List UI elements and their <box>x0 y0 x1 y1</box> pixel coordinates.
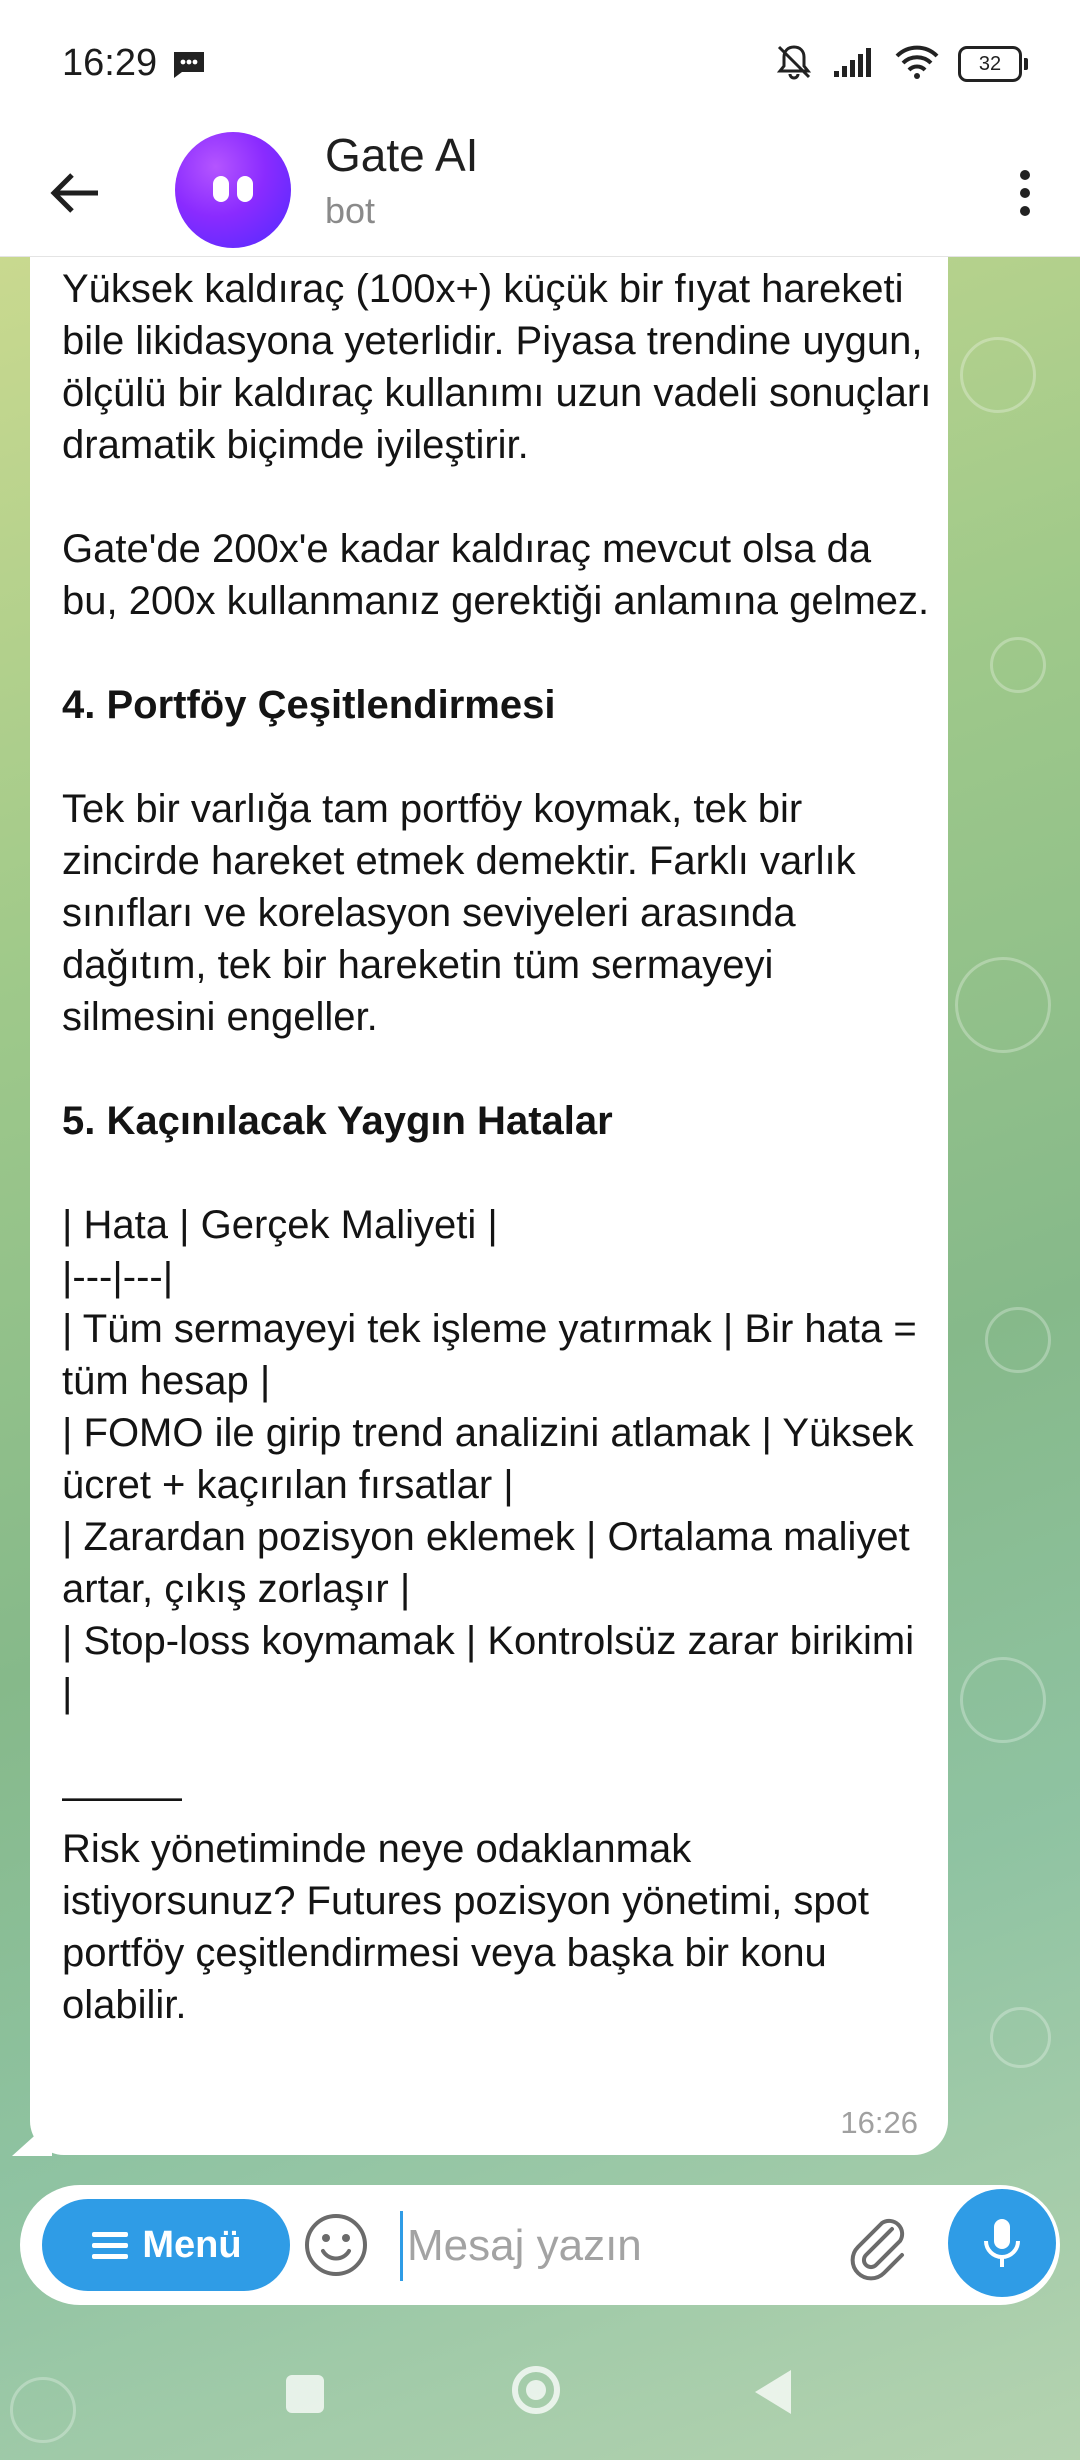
chat-header <box>0 128 1080 257</box>
chat-subtitle: bot <box>325 190 376 231</box>
message-paragraph: | Tüm sermayeyi tek işleme yatırmak | Bir hata = tüm hesap | <box>62 1307 928 1403</box>
hamburger-icon <box>90 2228 130 2262</box>
back-triangle-button[interactable] <box>755 2370 791 2414</box>
message-paragraph: | Hata | Gerçek Maliyeti | <box>62 1203 498 1247</box>
mute-bell-icon <box>774 42 814 87</box>
menu-button[interactable] <box>42 2199 290 2291</box>
message-paragraph: Yüksek kaldıraç (100x+) küçük bir fıyat hareketi bile likidasyona yeterlidir. Piyasa trendine uygun, ölçülü bir kaldıraç kullanımı uzun vadeli sonuçları dramatik biçimde iyileştirir. <box>62 267 943 467</box>
message-paragraph: Tek bir varlığa tam portföy koymak, tek bir zincirde hareket etmek demektir. Farklı varlık sınıfları ve korelasyon seviyeleri arasında dağıtım, tek bir hareketin tüm sermayeyi silmesini engeller. <box>62 787 867 1039</box>
back-arrow-icon[interactable] <box>40 158 110 228</box>
microphone-button[interactable] <box>948 2189 1056 2297</box>
message-input-bar <box>20 2185 1060 2305</box>
message-time: 16:26 <box>840 2105 918 2140</box>
paragraph-gap <box>62 1719 932 1771</box>
more-options-icon[interactable] <box>990 152 1060 232</box>
wifi-icon <box>894 44 940 85</box>
message-paragraph: | Zarardan pozisyon eklemek | Ortalama maliyet artar, çıkış zorlaşır | <box>62 1515 921 1611</box>
paragraph-gap <box>62 1147 932 1199</box>
chat-title[interactable]: Gate AI <box>325 129 479 181</box>
signal-icon <box>832 45 876 84</box>
recents-button[interactable] <box>286 2375 324 2413</box>
battery-indicator: 32 <box>958 46 1022 82</box>
message-paragraph: Gate'de 200x'e kadar kaldıraç mevcut olsa da bu, 200x kullanmanız gerektiği anlamına gelmez. <box>62 527 930 623</box>
message-paragraph: |---|---| <box>62 1255 174 1299</box>
microphone-icon <box>978 2215 1026 2271</box>
message-heading: 4. Portföy Çeşitlendirmesi <box>62 683 556 727</box>
message-paragraph: Risk yönetiminde neye odaklanmak istiyorsunuz? Futures pozisyon yönetimi, spot portföy çeşitlendirmesi veya başka bir konu olabilir. <box>62 1827 881 2027</box>
paragraph-gap <box>62 627 932 679</box>
menu-button-label: Menü <box>142 2223 242 2266</box>
system-nav-bar <box>0 2330 1080 2460</box>
home-button[interactable] <box>512 2366 560 2414</box>
paragraph-gap <box>62 471 932 523</box>
bot-avatar[interactable] <box>175 132 291 248</box>
message-input[interactable] <box>400 2211 829 2281</box>
avatar-eye-right <box>237 176 253 202</box>
message-heading: 5. Kaçınılacak Yaygın Hatalar <box>62 1099 613 1143</box>
message-paragraph: ——— <box>62 1775 182 1819</box>
paragraph-gap <box>62 731 932 783</box>
message-paragraph: | FOMO ile girip trend analizini atlamak | Yüksek ücret + kaçırılan fırsatlar | <box>62 1411 925 1507</box>
paperclip-icon[interactable] <box>840 2207 916 2283</box>
avatar-eye-left <box>213 176 229 202</box>
paragraph-gap <box>62 1043 932 1095</box>
message-paragraph: | Stop-loss koymamak | Kontrolsüz zarar birikimi | <box>62 1619 926 1715</box>
message-text <box>62 263 943 2031</box>
message-notification-icon <box>172 50 206 85</box>
status-time: 16:29 <box>62 42 158 84</box>
status-icons <box>774 42 1022 86</box>
emoji-icon[interactable] <box>302 2211 370 2279</box>
message-bubble <box>30 257 948 2155</box>
status-bar <box>0 0 1080 128</box>
